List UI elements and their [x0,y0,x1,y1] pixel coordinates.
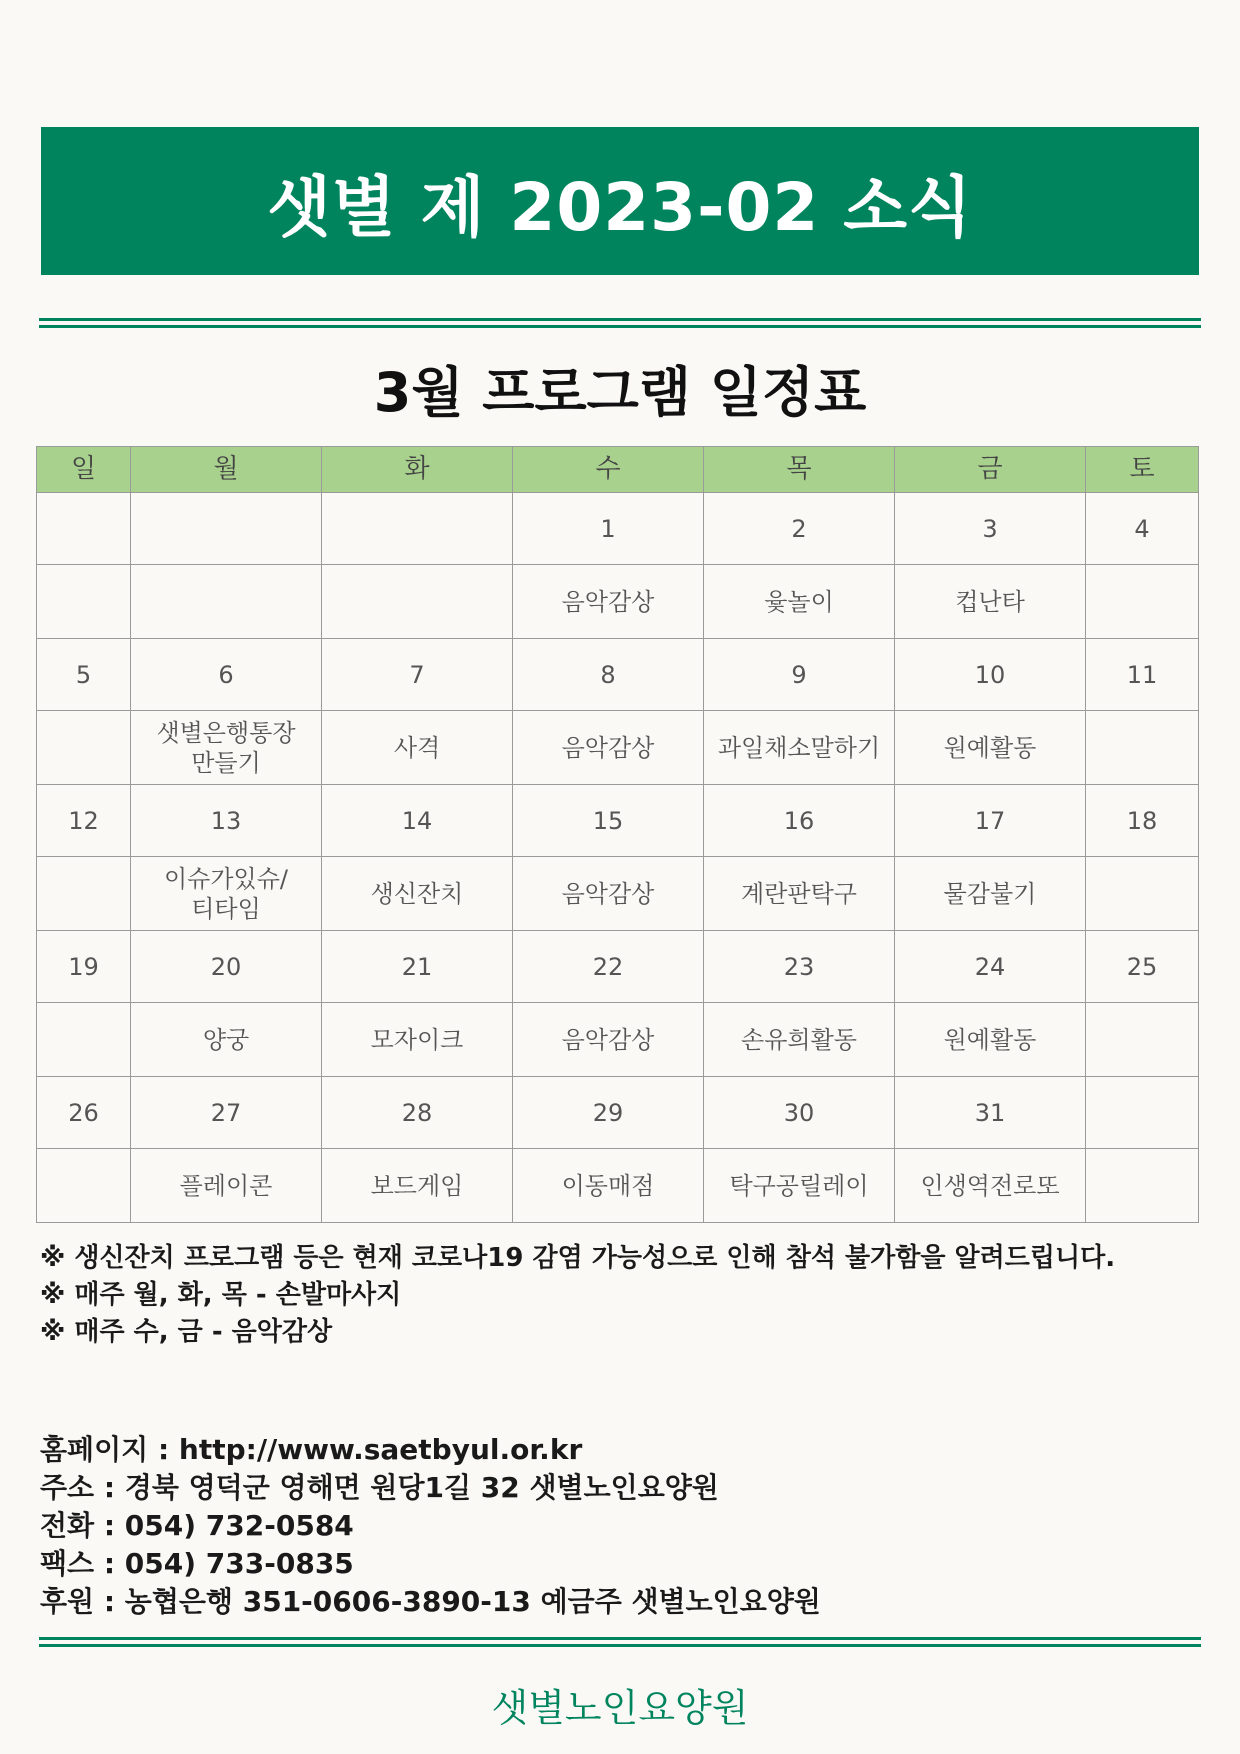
calendar-event-cell: 계란판탁구 [704,857,895,931]
calendar-date-cell [322,493,513,565]
schedule-title: 3월 프로그램 일정표 [373,361,867,424]
calendar-body [37,493,1199,1223]
calendar-date-cell: 4 [1086,493,1199,565]
calendar-event-cell [37,857,131,931]
calendar-event-cell: 탁구공릴레이 [704,1149,895,1223]
notice-item: ※ 매주 수, 금 - 음악감상 [40,1317,333,1347]
calendar-event-cell: 모자이크 [322,1003,513,1077]
calendar-date-cell: 13 [131,785,322,857]
calendar-event-cell: 샛별은행통장 만들기 [131,711,322,785]
calendar-event-cell: 음악감상 [513,565,704,639]
calendar-event-cell: 사격 [322,711,513,785]
calendar-date-cell: 1 [513,493,704,565]
calendar-event-cell: 손유희활동 [704,1003,895,1077]
calendar-event-cell: 과일채소말하기 [704,711,895,785]
calendar-event-row [37,565,1199,639]
calendar-date-row [37,785,1199,857]
calendar-date-cell: 16 [704,785,895,857]
calendar-event-cell [1086,1003,1199,1077]
calendar-event-cell: 음악감상 [513,1003,704,1077]
calendar-date-row [37,1077,1199,1149]
calendar-date-cell: 19 [37,931,131,1003]
calendar-event-cell [37,1003,131,1077]
notice-list [40,1240,1210,1351]
calendar-event-cell: 음악감상 [513,857,704,931]
calendar-date-cell: 3 [895,493,1086,565]
calendar-event-cell: 양궁 [131,1003,322,1077]
contact-info [40,1431,1140,1621]
calendar-event-cell [131,565,322,639]
calendar-event-row [37,1003,1199,1077]
calendar-date-cell: 27 [131,1077,322,1149]
divider-bottom [39,1637,1201,1647]
calendar-event-row [37,1149,1199,1223]
calendar-date-cell: 23 [704,931,895,1003]
calendar-date-cell [1086,1077,1199,1149]
calendar-event-row [37,711,1199,785]
fax-line: 팩스 : 054) 733-0835 [40,1547,354,1580]
calendar-date-cell: 8 [513,639,704,711]
calendar-date-cell [131,493,322,565]
calendar-event-cell: 생신잔치 [322,857,513,931]
calendar-date-cell: 11 [1086,639,1199,711]
calendar-date-cell: 31 [895,1077,1086,1149]
calendar-date-cell: 29 [513,1077,704,1149]
calendar-event-row [37,857,1199,931]
calendar-event-cell: 플레이콘 [131,1149,322,1223]
calendar-date-cell: 2 [704,493,895,565]
calendar-event-cell: 윷놀이 [704,565,895,639]
calendar-event-cell [1086,565,1199,639]
calendar-date-cell: 18 [1086,785,1199,857]
weekday-thu: 목 [704,447,895,493]
calendar-date-cell [37,493,131,565]
calendar-event-cell: 물감불기 [895,857,1086,931]
calendar-event-cell: 이동매점 [513,1149,704,1223]
calendar-date-cell: 26 [37,1077,131,1149]
calendar-event-cell [1086,1149,1199,1223]
calendar-date-cell: 20 [131,931,322,1003]
calendar-date-cell: 25 [1086,931,1199,1003]
calendar-date-cell: 21 [322,931,513,1003]
calendar-date-row [37,931,1199,1003]
calendar-event-cell: 원예활동 [895,711,1086,785]
calendar-date-cell: 10 [895,639,1086,711]
calendar-event-cell [37,565,131,639]
weekday-mon: 월 [131,447,322,493]
weekday-header-row [37,447,1199,493]
phone-line: 전화 : 054) 732-0584 [40,1509,354,1542]
weekday-sat: 토 [1086,447,1199,493]
calendar-date-cell: 9 [704,639,895,711]
calendar-date-cell: 7 [322,639,513,711]
calendar-date-cell: 15 [513,785,704,857]
calendar-event-cell: 원예활동 [895,1003,1086,1077]
weekday-fri: 금 [895,447,1086,493]
footer-organization-name: 샛별노인요양원 [491,1686,749,1730]
divider-top [39,318,1201,328]
address-line: 주소 : 경북 영덕군 영해면 원당1길 32 샛별노인요양원 [40,1471,719,1504]
calendar-date-cell: 14 [322,785,513,857]
calendar-event-cell [37,1149,131,1223]
calendar-date-cell: 12 [37,785,131,857]
calendar-event-cell: 음악감상 [513,711,704,785]
calendar-date-cell: 17 [895,785,1086,857]
calendar-date-cell: 22 [513,931,704,1003]
newsletter-banner [41,127,1199,275]
weekday-wed: 수 [513,447,704,493]
calendar-event-cell [322,565,513,639]
calendar-event-cell: 이슈가있슈/ 티타임 [131,857,322,931]
weekday-tue: 화 [322,447,513,493]
calendar-event-cell [1086,857,1199,931]
calendar-event-cell: 인생역전로또 [895,1149,1086,1223]
calendar-date-row [37,639,1199,711]
calendar-event-cell: 보드게임 [322,1149,513,1223]
homepage-line: 홈페이지 : http://www.saetbyul.or.kr [40,1433,583,1466]
calendar-event-cell [1086,711,1199,785]
calendar-date-cell: 6 [131,639,322,711]
calendar-event-cell [37,711,131,785]
calendar-date-row [37,493,1199,565]
calendar-event-cell: 컵난타 [895,565,1086,639]
notice-item: ※ 생신잔치 프로그램 등은 현재 코로나19 감염 가능성으로 인해 참석 불가함을 알려드립니다. [40,1243,1116,1273]
calendar-date-cell: 24 [895,931,1086,1003]
notice-item: ※ 매주 월, 화, 목 - 손발마사지 [40,1280,402,1310]
calendar-table [36,446,1199,1223]
donation-line: 후원 : 농협은행 351-0606-3890-13 예금주 샛별노인요양원 [40,1585,821,1618]
weekday-sun: 일 [37,447,131,493]
calendar-date-cell: 30 [704,1077,895,1149]
calendar-date-cell: 5 [37,639,131,711]
calendar-date-cell: 28 [322,1077,513,1149]
newsletter-title: 샛별 제 2023-02 소식 [267,168,973,246]
